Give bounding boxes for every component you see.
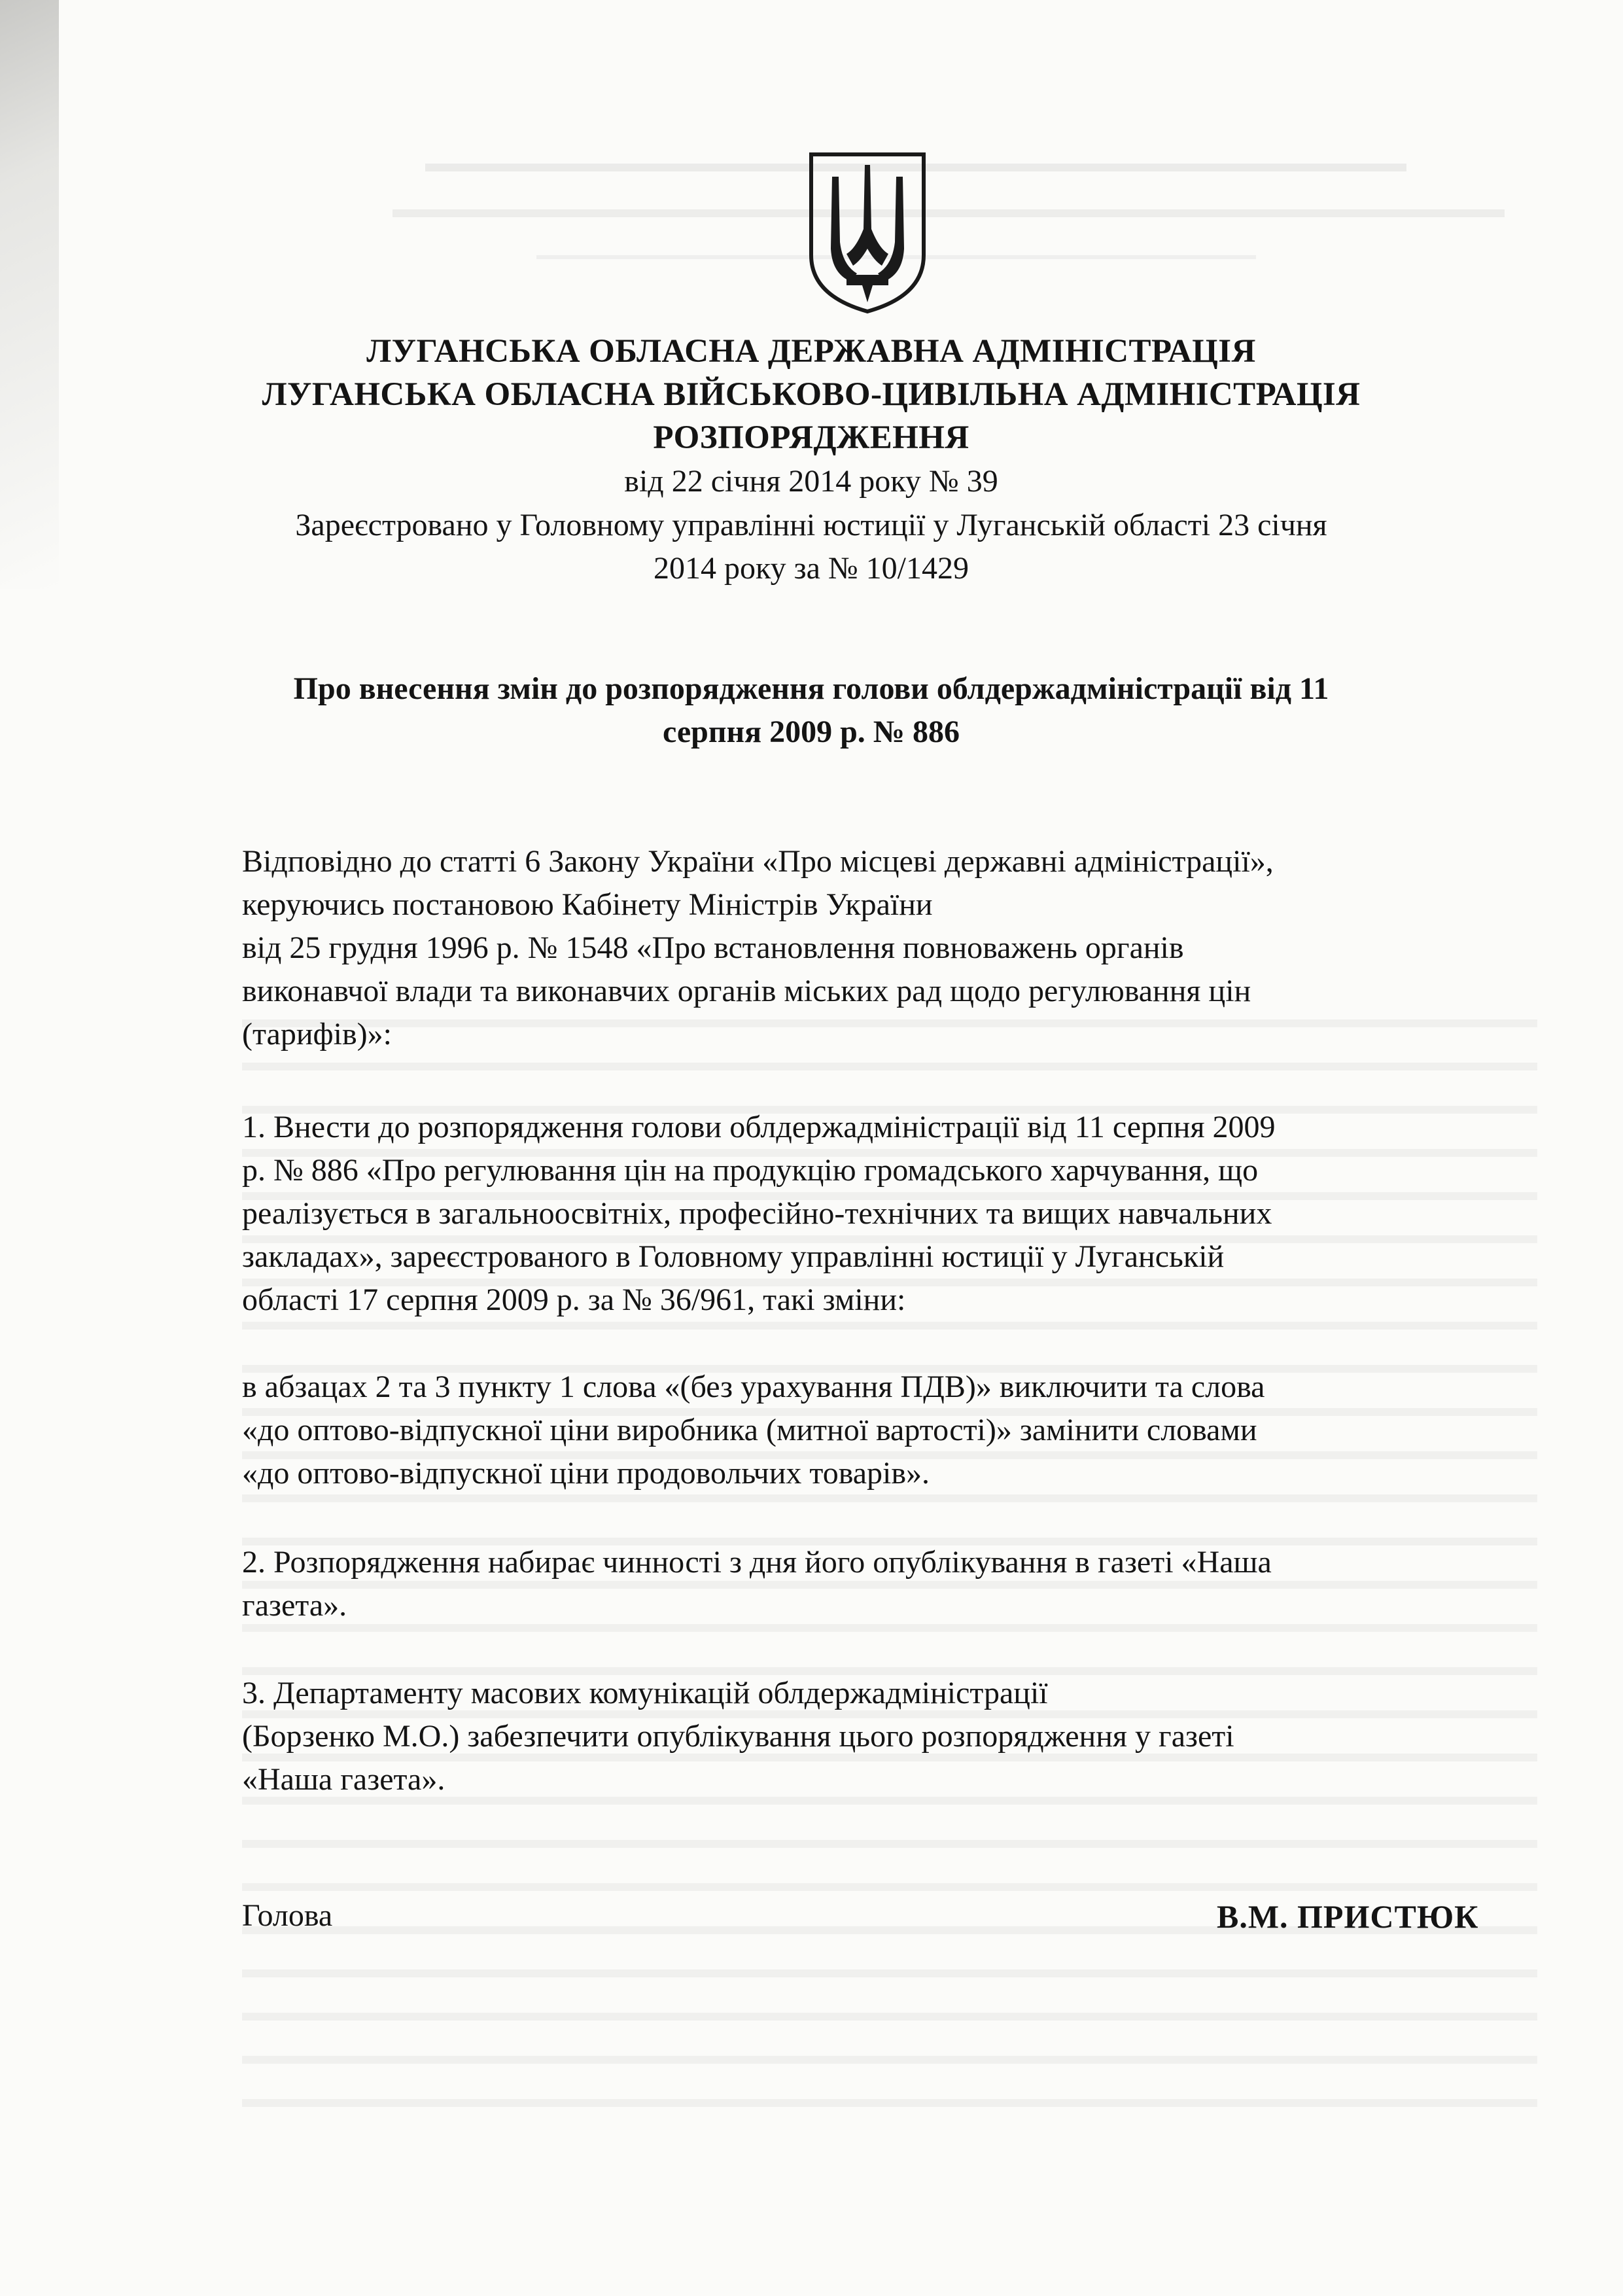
registration-line-1: Зареєстровано у Головному управлінні юстиції у Луганській області 23 січня [295,508,1327,542]
document-title-line-2: серпня 2009 р. № 886 [662,715,960,749]
item-1-change-line: «до оптово-відпускної ціни продовольчих товарів». [242,1456,930,1491]
item-3-line: 3. Департаменту масових комунікацій облдержадміністрації [242,1676,1048,1710]
item-1-change [242,1366,1505,1495]
document-type: РОЗПОРЯДЖЕННЯ [653,419,969,456]
document-title-line-1: Про внесення змін до розпорядження голови облдержадміністрації від 11 [293,671,1329,706]
item-3-line: «Наша газета». [242,1762,445,1797]
preamble-line: (тарифів)»: [242,1017,392,1051]
item-1-line: 1. Внести до розпорядження голови облдержадміністрації від 11 серпня 2009 [242,1110,1276,1144]
bleed-through-texture [366,164,1609,285]
preamble [242,840,1505,1056]
item-1-line: реалізується в загальноосвітніх, професійно-технічних та вищих навчальних [242,1196,1272,1231]
registration-line-2: 2014 року за № 10/1429 [653,551,969,586]
coat-of-arms-icon [806,150,929,314]
item-1-line: області 17 серпня 2009 р. за № 36/961, такі зміни: [242,1282,906,1317]
preamble-line: виконавчої влади та виконавчих органів міських рад щодо регулювання цін [242,974,1251,1008]
item-3 [242,1672,1505,1801]
item-1-line: р. № 886 «Про регулювання цін на продукцію громадського харчування, що [242,1153,1259,1188]
preamble-line: від 25 грудня 1996 р. № 1548 «Про встановлення повноважень органів [242,930,1184,965]
signatory-name: В.М. ПРИСТЮК [1217,1898,1479,1935]
org-name-line-2: ЛУГАНСЬКА ОБЛАСНА ВІЙСЬКОВО-ЦИВІЛЬНА АДМІНІСТРАЦІЯ [262,376,1361,413]
item-1-change-line: в абзацах 2 та 3 пункту 1 слова «(без урахування ПДВ)» виключити та слова [242,1369,1265,1404]
item-2-line: газета». [242,1588,347,1623]
item-2-line: 2. Розпорядження набирає чинності з дня його опублікування в газеті «Наша [242,1545,1272,1580]
signatory-position: Голова [242,1898,333,1933]
item-3-line: (Борзенко М.О.) забезпечити опублікування цього розпорядження у газеті [242,1719,1234,1754]
preamble-line: Відповідно до статті 6 Закону України «Про місцеві державні адміністрації», [242,844,1274,879]
item-1 [242,1106,1505,1322]
preamble-line: керуючись постановою Кабінету Міністрів України [242,887,933,922]
org-name-line-1: ЛУГАНСЬКА ОБЛАСНА ДЕРЖАВНА АДМІНІСТРАЦІЯ [366,333,1256,370]
item-2 [242,1541,1505,1627]
item-1-change-line: «до оптово-відпускної ціни виробника (митної вартості)» замінити словами [242,1413,1257,1447]
scan-edge-shadow [0,0,59,589]
document-date-number: від 22 січня 2014 року № 39 [624,464,998,499]
item-1-line: закладах», зареєстрованого в Головному управлінні юстиції у Луганській [242,1239,1225,1274]
